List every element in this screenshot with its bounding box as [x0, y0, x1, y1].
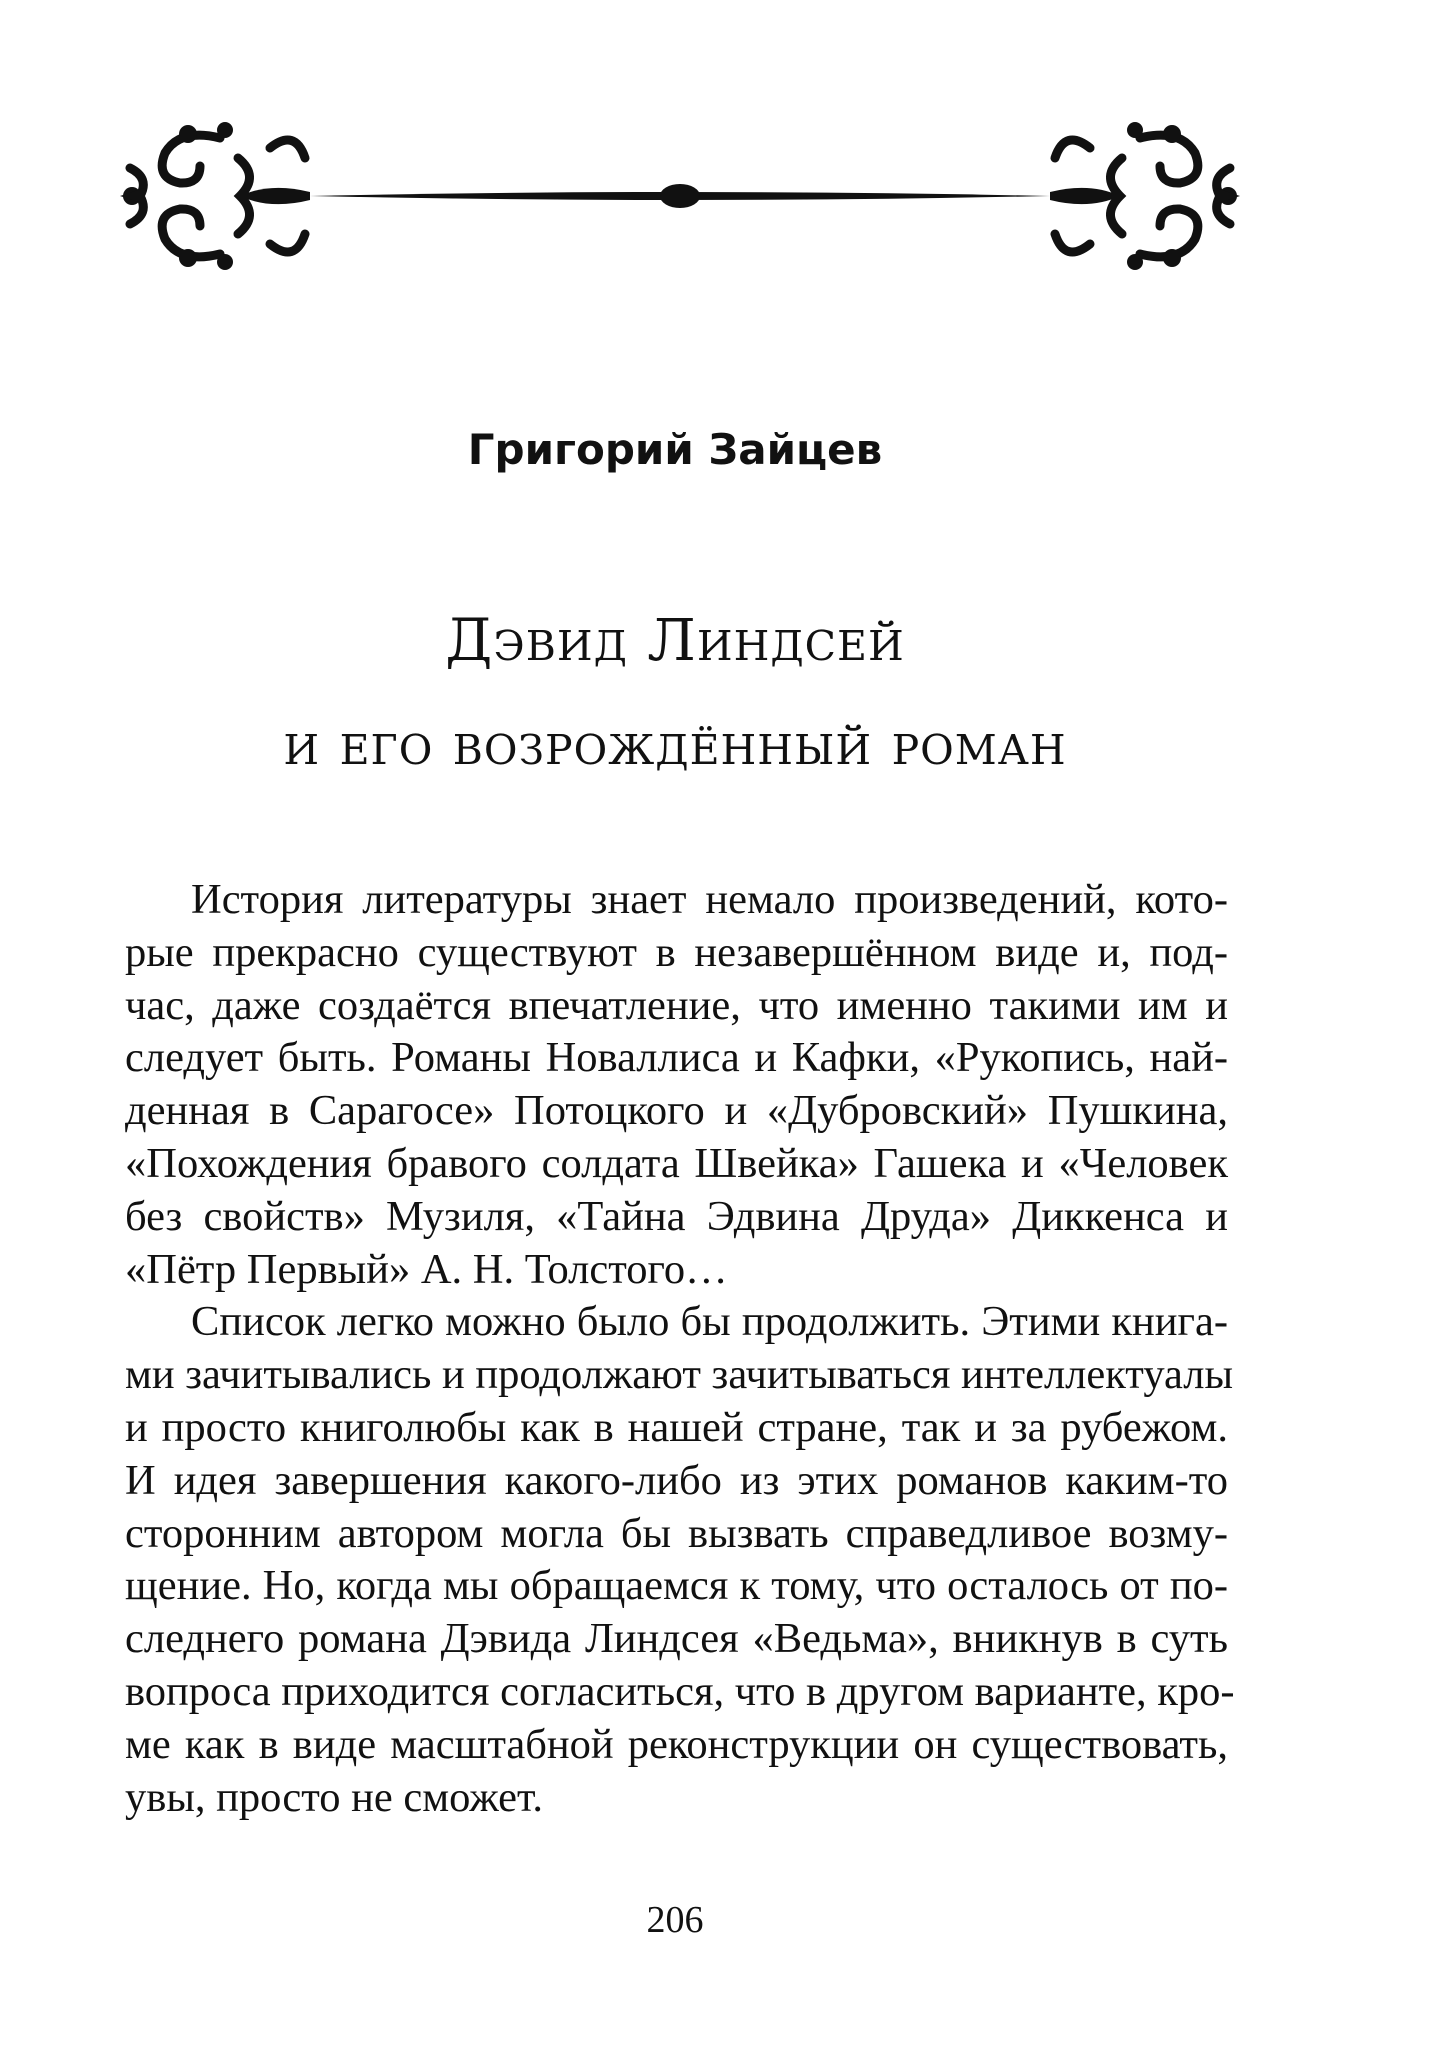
flourish-divider-icon	[120, 118, 1240, 298]
text-line: увы, просто не сможет.	[125, 1773, 544, 1821]
text-line: Список легко можно было бы продолжить. Этими книга-	[191, 1298, 1228, 1346]
text-line: следует быть. Романы Новаллиса и Кафки, «Рукопись, най-	[125, 1034, 1228, 1082]
paragraph-2	[125, 1296, 1235, 1824]
text-line: час, даже создаётся впечатление, что именно такими им и	[125, 981, 1228, 1029]
text-line: и просто книголюбы как в нашей стране, так и за рубежом.	[125, 1403, 1228, 1451]
text-line: История литературы знает немало произведений, кото-	[191, 876, 1228, 923]
text-line: щение. Но, когда мы обращаемся к тому, что осталось от по-	[125, 1562, 1228, 1610]
text-line: «Пётр Первый» А. Н. Толстого…	[125, 1245, 728, 1293]
text-line: следнего романа Дэвида Линдсея «Ведьма», вникнув в суть	[125, 1615, 1228, 1663]
author-name: Григорий Зайцев	[467, 425, 883, 474]
text-line: И идея завершения какого-либо из этих романов каким-то	[125, 1456, 1228, 1504]
text-line: ми зачитывались и продолжают зачитываться интеллектуалы	[125, 1351, 1234, 1399]
text-line: без свойств» Музиля, «Тайна Эдвина Друда» Диккенса и	[125, 1192, 1228, 1240]
text-line: рые прекрасно существуют в незавершённом виде и, под-	[125, 928, 1228, 976]
text-line: вопроса приходится согласиться, что в другом варианте, кро-	[125, 1667, 1235, 1715]
text-line: «Похождения бравого солдата Швейка» Гашека и «Человек	[125, 1139, 1228, 1187]
page-number: 206	[646, 1899, 704, 1941]
body-text	[125, 874, 1235, 1824]
title-line-1: Дэвид Линдсей	[445, 606, 905, 674]
text-line: денная в Сарагосе» Потоцкого и «Дубровский» Пушкина,	[125, 1087, 1228, 1135]
chapter-title	[0, 588, 1350, 796]
text-line: сторонним автором могла бы вызвать справедливое возму-	[125, 1509, 1228, 1557]
paragraph-1	[125, 874, 1228, 1296]
text-line: ме как в виде масштабной реконструкции он существовать,	[125, 1720, 1228, 1768]
title-line-2: и его возрождённый роман	[283, 710, 1067, 778]
